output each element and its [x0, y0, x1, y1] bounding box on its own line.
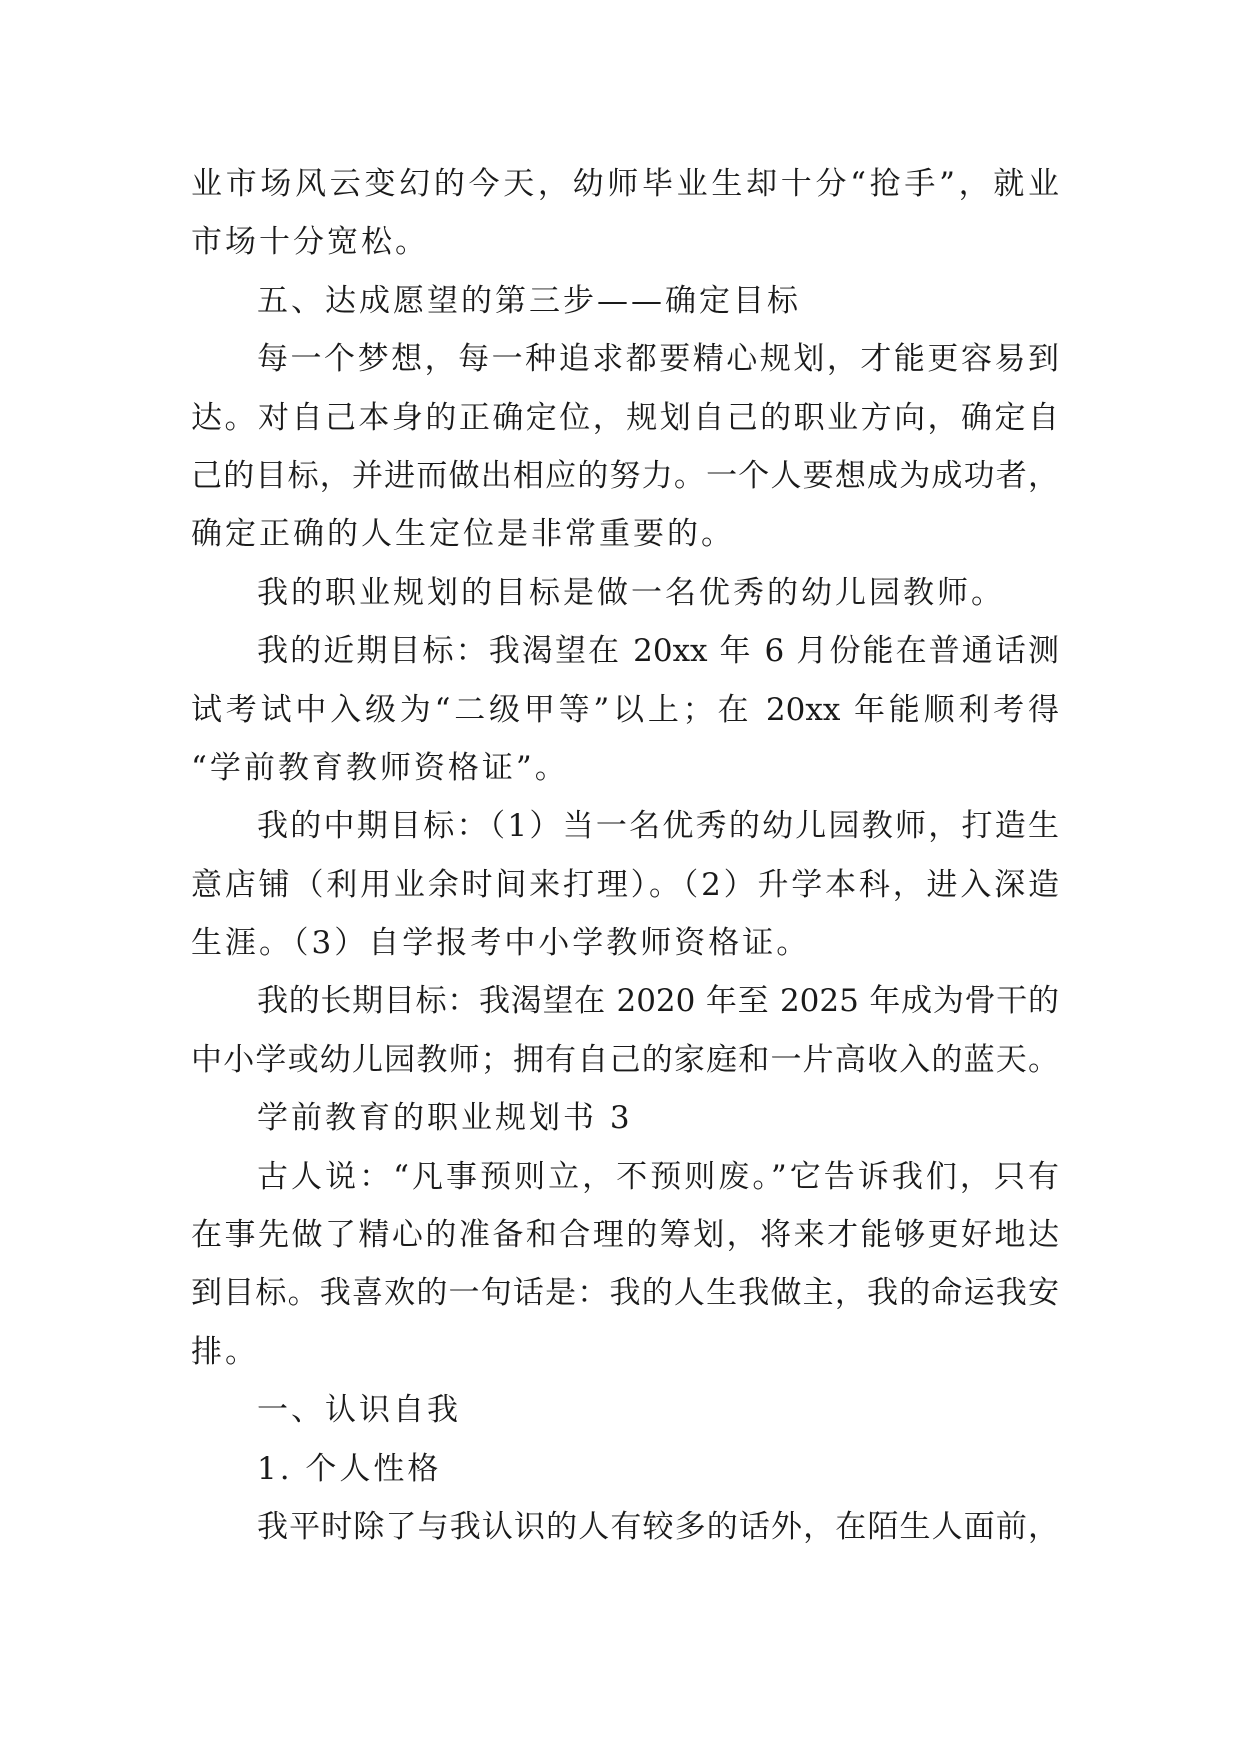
- text-line-19: 在事先做了精心的准备和合理的筹划，将来才能够更好地达: [191, 1217, 1059, 1254]
- text-line-7: 确定正确的人生定位是非常重要的。: [191, 516, 735, 553]
- text-line-13: 意店铺（利用业余时间来打理）。（2）升学本科，进入深造: [191, 866, 1059, 903]
- text-line-10: 试考试中入级为“二级甲等”以上；在 20xx 年能顺利考得: [191, 691, 1059, 728]
- text-line-20: 到目标。我喜欢的一句话是：我的人生我做主，我的命运我安: [191, 1275, 1059, 1312]
- text-line-2: 市场十分宽松。: [191, 224, 429, 261]
- text-line-11: “学前教育教师资格证”。: [191, 749, 569, 786]
- text-line-15: 我的长期目标：我渴望在 2020 年至 2025 年成为骨干的: [257, 983, 1059, 1020]
- text-line-12: 我的中期目标：（1）当一名优秀的幼儿园教师，打造生: [257, 808, 1059, 845]
- text-line-18: 古人说：“凡事预则立，不预则废。”它告诉我们，只有: [257, 1158, 1059, 1195]
- text-line-8: 我的职业规划的目标是做一名优秀的幼儿园教师。: [257, 574, 1005, 611]
- section-heading-book-3: 学前教育的职业规划书 3: [257, 1100, 633, 1137]
- text-line-24: 我平时除了与我认识的人有较多的话外，在陌生人面前，: [257, 1508, 1059, 1545]
- section-heading-know-yourself: 一、认识自我: [257, 1392, 461, 1429]
- text-line-9: 我的近期目标：我渴望在 20xx 年 6 月份能在普通话测: [257, 633, 1059, 670]
- text-line-14: 生涯。（3）自学报考中小学教师资格证。: [191, 925, 811, 962]
- text-line-6: 己的目标，并进而做出相应的努力。一个人要想成为成功者，: [191, 457, 1059, 494]
- text-line-21: 排。: [191, 1333, 259, 1370]
- text-line-1: 业市场风云变幻的今天，幼师毕业生却十分“抢手”，就业: [191, 166, 1059, 202]
- document-body: [191, 155, 1059, 1556]
- text-line-4: 每一个梦想，每一种追求都要精心规划，才能更容易到: [257, 341, 1059, 378]
- text-line-5: 达。对自己本身的正确定位，规划自己的职业方向，确定自: [191, 399, 1059, 436]
- subsection-heading-personality: 1. 个人性格: [257, 1450, 442, 1487]
- text-line-16: 中小学或幼儿园教师；拥有自己的家庭和一片高收入的蓝天。: [191, 1041, 1059, 1078]
- section-heading-five: 五、达成愿望的第三步——确定目标: [257, 282, 801, 319]
